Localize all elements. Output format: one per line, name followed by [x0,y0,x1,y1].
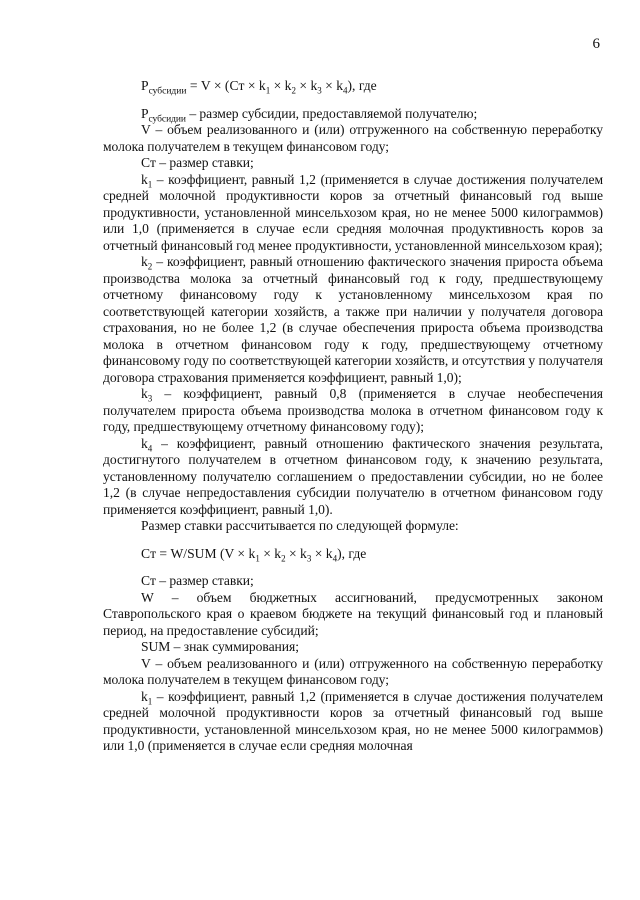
definition-k4: $k_4$ – коэффициент, равный отношению фактического значения результата, достигнутого получателем в отчетном финансовом году, к значению результата, установленному получателю соглашением о предоставлении субсидии, но не более 1,2 (в случае непредоставления субсидии получателю в отчетном финансовом году применяется коэффициент, равный 1,0). [103,435,603,517]
page-number: 6 [592,36,600,52]
definition-sum: SUM – знак суммирования; [141,639,299,654]
rate-formula: Cт = W/SUM $(V \times k_1 \times k_2 \times k_3 \times k_4)$, где [141,545,367,564]
definition-rate-2: Cт – размер ставки; [141,573,254,588]
definition-k3: $k_3$ – коэффициент, равный 0,8 (применяется в случае необеспечения получателем прироста объема производства молока в отчетном финансовом году к году, предшествующему отчетному финансовому году); [103,386,603,434]
definition-k2: $k_2$ – коэффициент, равный отношению фактического значения прироста объема производства молока за отчетный финансовый год к году, предшествующему отчетному финансовому году к установленному минсельхозом края по соответствующей категории хозяйств, а также при наличии у получателя договора страхования, но не более 1,2 (в случае обеспечения прироста объема производства молока в отчетном финансовом году к году, предшествующему отчетному финансовому году по соответствующей категории хозяйств, и отсутствия у получателя договора страхования применяется коэффициент, равный 1,0); [103,254,603,385]
definition-volume: V – объем реализованного и (или) отгруженного на собственную переработку молока получателем в текущем финансовом году; [103,122,603,154]
definition-budget: W – объем бюджетных ассигнований, предусмотренных законом Ставропольского края о краевом бюджете на текущий финансовый год и плановый период, на предоставление субсидий; [103,589,603,638]
definition-subsidy: $P_{субсидии}$ – размер субсидии, предоставляемой получателю; [141,105,478,125]
definition-rate: Cт – размер ставки; [141,155,254,170]
rate-intro: Размер ставки рассчитывается по следующей формуле: [141,518,459,533]
definition-volume-2: V – объем реализованного и (или) отгруженного на собственную переработку молока получателем в текущем финансовом году; [103,655,603,687]
document-body [103,78,603,755]
subsidy-formula: $P_{субсидии} = V \times (Cт \times k_1 \times k_2 \times k_3 \times k_4)$, где [141,78,377,97]
definition-k1: $k_1$ – коэффициент, равный 1,2 (применяется в случае достижения получателем средней молочной продуктивности коров за отчетный финансовый год выше продуктивности, установленной минсельхозом края, но не менее 5000 килограммов) или 1,0 (применяется в случае если средняя молочная продуктивность коров за отчетный финансовый год менее продуктивности, установленной минсельхозом края); [103,171,603,253]
definition-k1-repeat: $k_1$ – коэффициент, равный 1,2 (применяется в случае достижения получателем средней молочной продуктивности коров за отчетный финансовый год выше продуктивности, установленной минсельхозом края, но не менее 5000 килограммов) или 1,0 (применяется в случае если средняя молочная [103,688,603,753]
